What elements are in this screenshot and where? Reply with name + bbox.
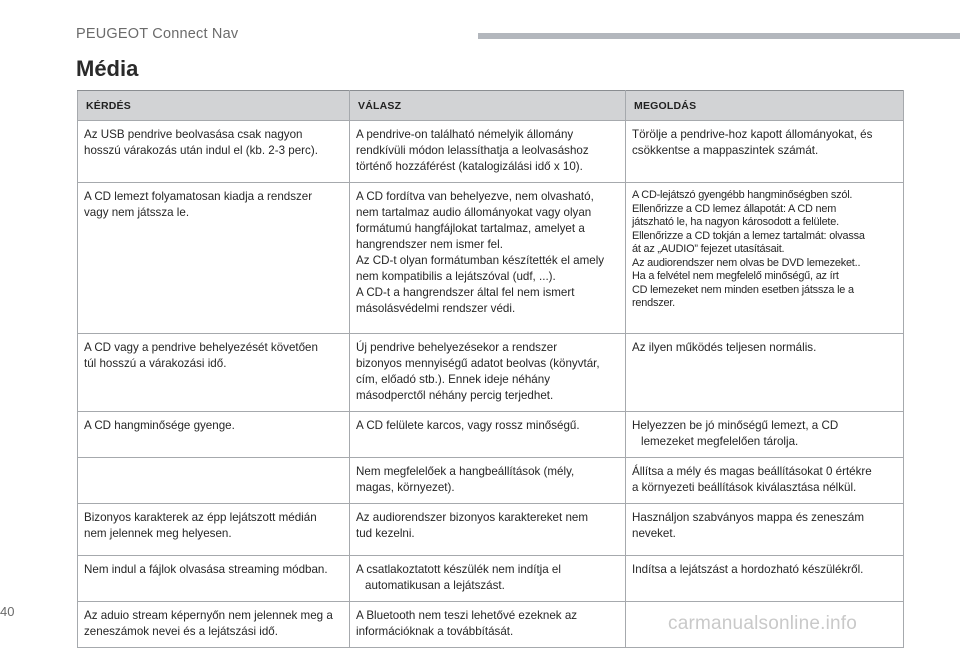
text-line: Ha a felvétel nem megfelelő minőségű, az írt — [632, 270, 839, 282]
answer-cell — [350, 458, 626, 504]
table-row — [78, 183, 904, 334]
text-line: Használjon szabványos mappa és zeneszám — [632, 511, 864, 524]
text-line: A Bluetooth nem teszi lehetővé ezeknek az — [356, 609, 578, 622]
text-line: Az USB pendrive beolvasása csak nagyon — [84, 128, 303, 141]
table-row — [78, 412, 904, 458]
text-line: túl hosszú a várakozási idő. — [84, 357, 227, 370]
solution-cell — [626, 334, 904, 412]
text-line: automatikusan a lejátszást. — [365, 579, 505, 592]
faq-table — [77, 90, 904, 648]
table-row — [78, 121, 904, 183]
answer-cell — [350, 183, 626, 334]
solution-cell — [626, 504, 904, 556]
text-line: nem jelennek meg helyesen. — [84, 527, 232, 540]
question-cell — [78, 334, 350, 412]
table-row — [78, 334, 904, 412]
question-cell — [78, 504, 350, 556]
text-line: A CD-lejátszó gyengébb hangminőségben szól. — [632, 189, 853, 201]
question-cell — [78, 412, 350, 458]
text-line: nem tartalmaz audio állományokat vagy olyan — [356, 206, 592, 219]
text-line: A pendrive-on található némelyik állomány — [356, 128, 574, 141]
text-line: nem kompatibilis a lejátszóval (udf, ...). — [356, 270, 556, 283]
text-line: neveket. — [632, 527, 676, 540]
table-header-row — [78, 91, 904, 121]
text-line: A CD hangminősége gyenge. — [84, 419, 235, 432]
text-line: Ellenőrizze a CD tokján a lemez tartalmát: olvassa — [632, 229, 865, 242]
text-line: Indítsa a lejátszást a hordozható készülékről. — [632, 563, 864, 576]
answer-cell — [350, 121, 626, 183]
text-line: másodperctől néhány percig terjedhet. — [356, 389, 554, 402]
text-line: rendszer. — [632, 297, 675, 309]
page-number: 40 — [0, 604, 15, 619]
text-line: információknak a továbbítását. — [356, 625, 514, 638]
text-line: formátumú hangfájlokat tartalmaz, amelyet a — [356, 222, 585, 235]
text-line: Állítsa a mély és magas beállításokat 0 értékre — [632, 465, 872, 478]
text-line: Nem megfelelőek a hangbeállítások (mély, — [356, 465, 575, 478]
text-line: Új pendrive behelyezésekor a rendszer — [356, 341, 558, 354]
text-line: Törölje a pendrive-hoz kapott állományokat, és — [632, 128, 873, 141]
text-line: A csatlakoztatott készülék nem indítja el — [356, 563, 561, 576]
text-line: Az audiorendszer bizonyos karaktereket nem — [356, 511, 588, 524]
text-line: csökkentse a mappaszintek számát. — [632, 144, 819, 157]
text-line: zeneszámok nevei és a lejátszási idő. — [84, 625, 278, 638]
text-line: a környezeti beállítások kiválasztása nélkül. — [632, 481, 857, 494]
header-divider-bar — [478, 33, 960, 39]
column-header-solution: MEGOLDÁS — [626, 91, 904, 121]
text-line: Ellenőrizze a CD lemez állapotát: A CD nem — [632, 202, 837, 215]
text-line: át az „AUDIO” fejezet utasításait. — [632, 243, 785, 255]
text-line: hangrendszer nem ismer fel. — [356, 238, 503, 251]
text-line: Helyezzen be jó minőségű lemezt, a CD — [632, 419, 839, 432]
question-cell — [78, 121, 350, 183]
text-line: bizonyos mennyiségű adatot beolvas (könyvtár, — [356, 357, 600, 370]
text-line: vagy nem játssza le. — [84, 206, 190, 219]
answer-cell — [350, 602, 626, 648]
question-cell — [78, 602, 350, 648]
column-header-question: KÉRDÉS — [78, 91, 350, 121]
text-line: A CD vagy a pendrive behelyezését követően — [84, 341, 318, 354]
table-row — [78, 556, 904, 602]
text-line: játszható le, ha nagyon károsodott a felülete. — [632, 216, 839, 228]
solution-cell — [626, 183, 904, 334]
text-line: rendkívüli módon lelassíthatja a leolvasáshoz — [356, 144, 589, 157]
header-brand: PEUGEOT Connect Nav — [76, 26, 239, 42]
text-line: A CD-t a hangrendszer által fel nem ismert — [356, 286, 575, 299]
text-line: Az aduio stream képernyőn nem jelennek meg a — [84, 609, 333, 622]
text-line: Az CD-t olyan formátumban készítették el amely — [356, 254, 605, 267]
text-line: A CD lemezt folyamatosan kiadja a rendszer — [84, 190, 313, 203]
text-line: Az audiorendszer nem olvas be DVD lemezeket.. — [632, 256, 861, 269]
answer-cell — [350, 556, 626, 602]
solution-cell — [626, 458, 904, 504]
question-cell — [78, 556, 350, 602]
text-line: lemezeket megfelelően tárolja. — [641, 435, 799, 448]
question-cell — [78, 458, 350, 504]
text-line: cím, előadó stb.). Ennek ideje néhány — [356, 373, 550, 386]
answer-cell — [350, 412, 626, 458]
text-line: Az ilyen működés teljesen normális. — [632, 341, 817, 354]
text-line: történő hozzáférést (katalogizálási idő x 10). — [356, 160, 583, 173]
text-line: másolásvédelmi rendszer védi. — [356, 302, 516, 315]
text-line: A CD felülete karcos, vagy rossz minőségű. — [356, 419, 580, 432]
text-line: tud kezelni. — [356, 527, 415, 540]
answer-cell — [350, 504, 626, 556]
solution-cell — [626, 556, 904, 602]
watermark: carmanualsonline.info — [668, 613, 858, 634]
page-title: Média — [76, 56, 139, 81]
column-header-answer: VÁLASZ — [350, 91, 626, 121]
text-line: Nem indul a fájlok olvasása streaming módban. — [84, 563, 328, 576]
table-row — [78, 458, 904, 504]
question-cell — [78, 183, 350, 334]
answer-cell — [350, 334, 626, 412]
text-line: A CD fordítva van behelyezve, nem olvasható, — [356, 190, 594, 203]
solution-cell — [626, 412, 904, 458]
solution-cell — [626, 121, 904, 183]
table-row — [78, 504, 904, 556]
text-line: hosszú várakozás után indul el (kb. 2-3 perc). — [84, 144, 318, 157]
text-line: CD lemezeket nem minden esetben játssza le a — [632, 283, 854, 296]
text-line: Bizonyos karakterek az épp lejátszott médián — [84, 511, 317, 524]
text-line: magas, környezet). — [356, 481, 455, 494]
